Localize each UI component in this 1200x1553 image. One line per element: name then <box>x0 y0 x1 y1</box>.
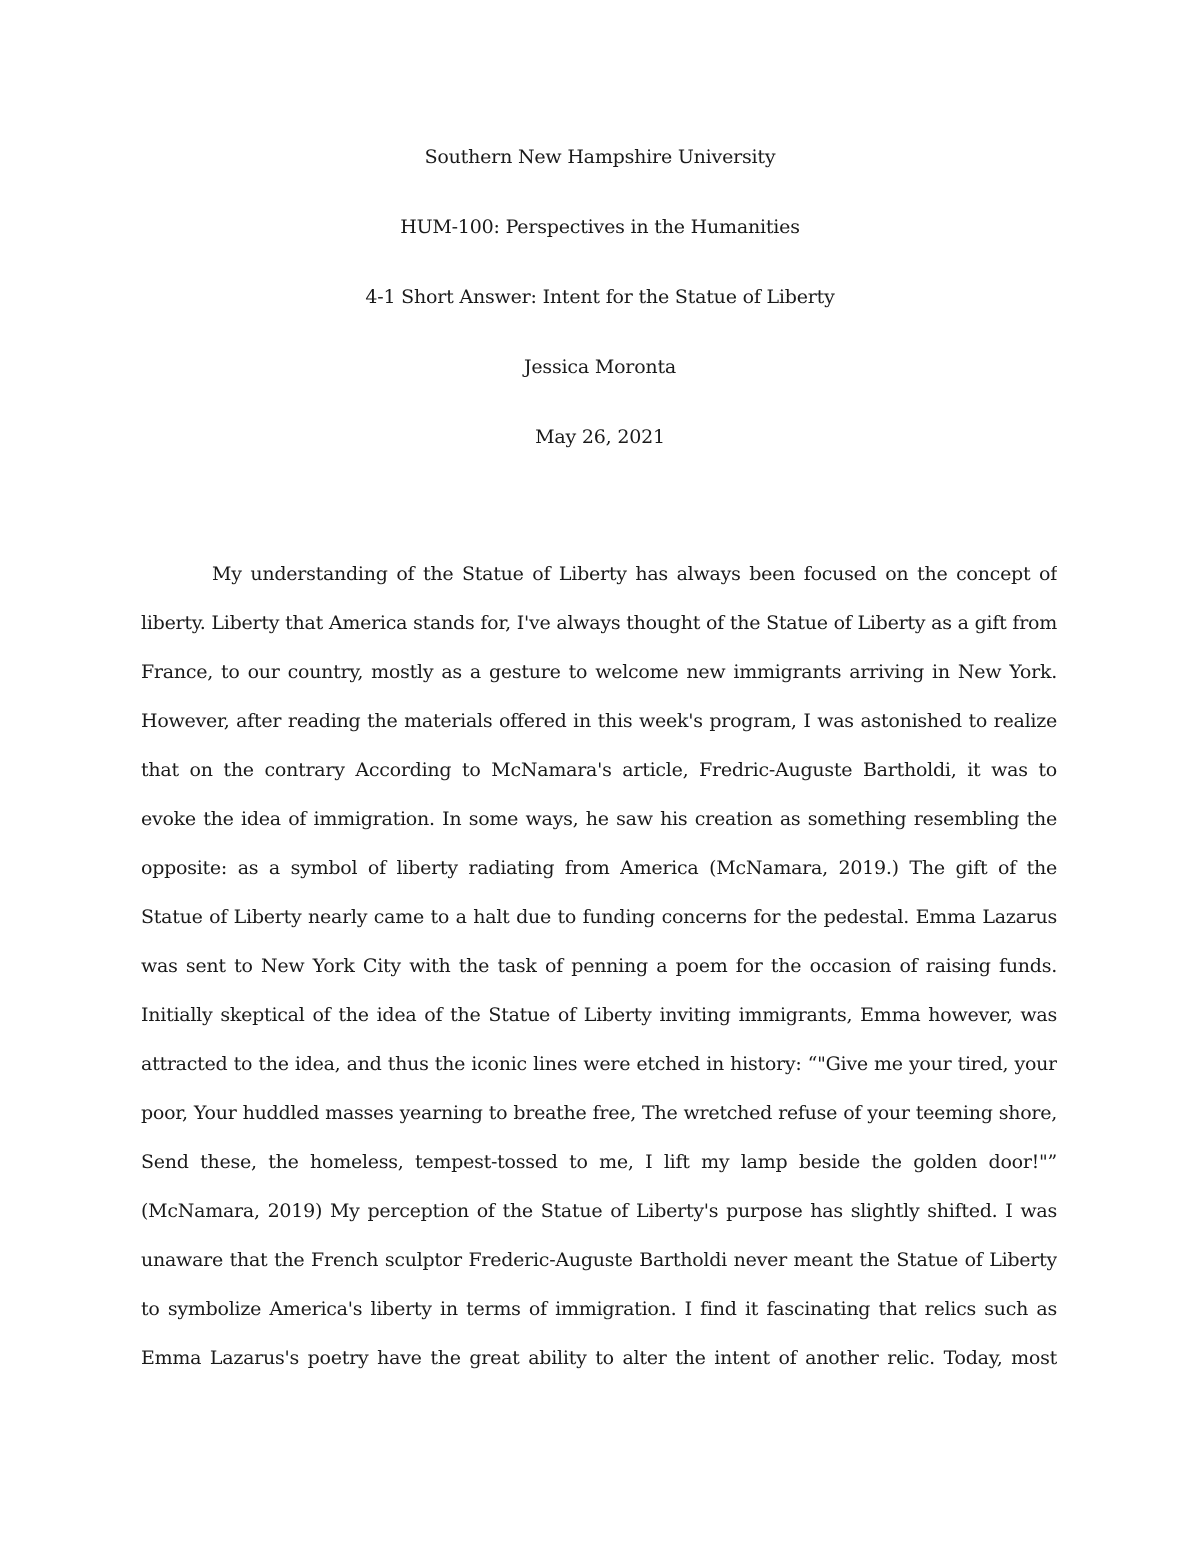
paragraph-line: Send these, the homeless, tempest-tossed to me, I lift my lamp beside the golden door!"” <box>141 1151 1057 1173</box>
paragraph-line: Statue of Liberty nearly came to a halt due to funding concerns for the pedestal. Emma Lazarus <box>141 906 1057 928</box>
paragraph-line: Emma Lazarus's poetry have the great ability to alter the intent of another relic. Today, most <box>141 1347 1057 1369</box>
paragraph-line: attracted to the idea, and thus the iconic lines were etched in history: “"Give me your tired, your <box>141 1053 1057 1075</box>
course-title: HUM-100: Perspectives in the Humanities <box>400 216 800 238</box>
institution-name: Southern New Hampshire University <box>424 146 776 168</box>
paragraph-line: Initially skeptical of the idea of the Statue of Liberty inviting immigrants, Emma however, was <box>141 1004 1057 1026</box>
paragraph-line: was sent to New York City with the task of penning a poem for the occasion of raising funds. <box>141 955 1057 977</box>
document-date: May 26, 2021 <box>535 426 665 448</box>
assignment-title: 4-1 Short Answer: Intent for the Statue of Liberty <box>365 286 835 308</box>
paragraph-line: evoke the idea of immigration. In some ways, he saw his creation as something resembling the <box>141 808 1057 830</box>
author-name: Jessica Moronta <box>523 356 677 378</box>
paragraph-line: poor, Your huddled masses yearning to breathe free, The wretched refuse of your teeming shore, <box>141 1102 1057 1124</box>
paragraph-line: My understanding of the Statue of Liberty has always been focused on the concept of <box>212 563 1057 585</box>
paragraph-line: unaware that the French sculptor Frederic-Auguste Bartholdi never meant the Statue of Liberty <box>141 1249 1057 1271</box>
paragraph-line: However, after reading the materials offered in this week's program, I was astonished to realize <box>141 710 1057 732</box>
paragraph-line: (McNamara, 2019) My perception of the Statue of Liberty's purpose has slightly shifted. I was <box>141 1200 1057 1222</box>
title-page-header <box>0 140 1200 490</box>
paragraph-line: France, to our country, mostly as a gesture to welcome new immigrants arriving in New York. <box>141 661 1057 683</box>
paragraph-line: to symbolize America's liberty in terms of immigration. I find it fascinating that relics such as <box>141 1298 1057 1320</box>
paragraph-line: opposite: as a symbol of liberty radiating from America (McNamara, 2019.) The gift of the <box>141 857 1057 879</box>
paragraph-line: that on the contrary According to McNamara's article, Fredric-Auguste Bartholdi, it was to <box>141 759 1057 781</box>
paragraph-line: liberty. Liberty that America stands for, I've always thought of the Statue of Liberty as a gift from <box>141 612 1057 634</box>
body-paragraph <box>141 554 1057 1387</box>
